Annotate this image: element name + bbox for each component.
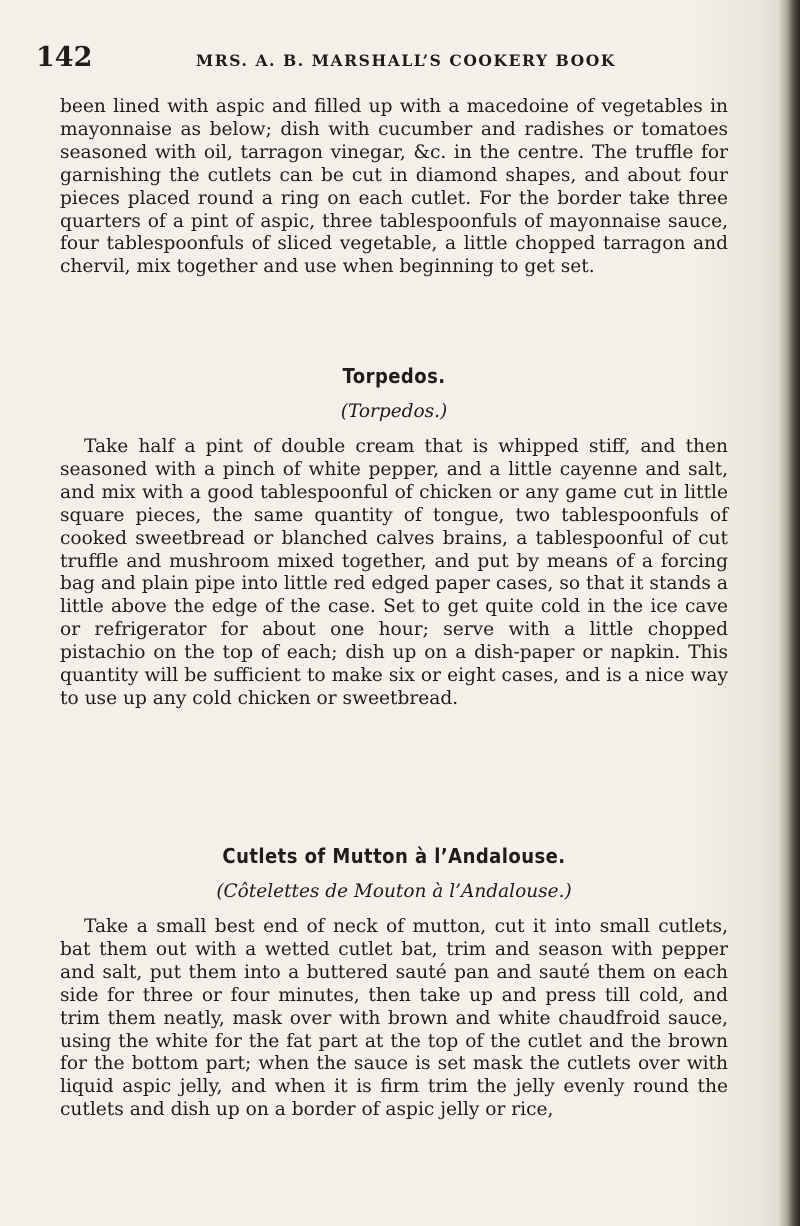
continuation-paragraph: been lined with aspic and filled up with a macedoine of vegetables in mayonnaise as below; dish with cucumber and radishes or tomatoes seasoned with oil, tarragon vinegar, &c. in the centre. The truffle for garnishing the cutlets can be cut in diamond shapes, and about four pieces placed round a ring on each cutlet. For the border take three quarters of a pint of aspic, three tablespoonfuls of mayonnaise sauce, four tablespoonfuls of sliced vegetable, a little chopped tarragon and chervil, mix together and use when beginning to get set. bbox=[60, 96, 728, 278]
recipe-body-torpedos: Take half a pint of double cream that is whipped stiff, and then seasoned with a pinch of white pepper, and a little cayenne and salt, and mix with a good tablespoonful of chicken or any game cut in little square pieces, the same quantity of tongue, two tablespoonfuls of cooked sweetbread or blanched calves brains, a tablespoonful of cut truffle and mushroom mixed together, and put by means of a forcing bag and plain pipe into little red edged paper cases, so that it stands a little above the edge of the case. Set to get quite cold in the ice cave or refrigerator for about one hour; serve with a little chopped pistachio on the top of each; dish up on a dish-paper or napkin. This quantity will be sufficient to make six or eight cases, and is a nice way to use up any cold chicken or sweetbread. bbox=[60, 436, 728, 709]
book-spine-shadow bbox=[778, 0, 800, 1226]
recipe-title-cutlets: Cutlets of Mutton à l’Andalouse. bbox=[222, 844, 566, 868]
running-title: MRS. A. B. MARSHALL’S COOKERY BOOK bbox=[196, 51, 616, 70]
page-number: 142 bbox=[36, 42, 93, 73]
recipe-title-torpedos: Torpedos. bbox=[342, 364, 446, 388]
recipe-subtitle-torpedos: (Torpedos.) bbox=[340, 401, 448, 422]
page-header bbox=[36, 42, 736, 82]
recipe-subtitle-cutlets: (Côtelettes de Mouton à l’Andalouse.) bbox=[216, 881, 572, 902]
recipe-body-cutlets: Take a small best end of neck of mutton, cut it into small cutlets, bat them out with a wetted cutlet bat, trim and season with pepper and salt, put them into a buttered sauté pan and sauté them on each side for three or four minutes, then take up and press till cold, and trim them neatly, mask over with brown and white chaudfroid sauce, using the white for the fat part at the top of the cutlet and the brown for the bottom part; when the sauce is set mask the cutlets over with liquid aspic jelly, and when it is firm trim the jelly evenly round the cutlets and dish up on a border of aspic jelly or rice, bbox=[60, 916, 728, 1121]
